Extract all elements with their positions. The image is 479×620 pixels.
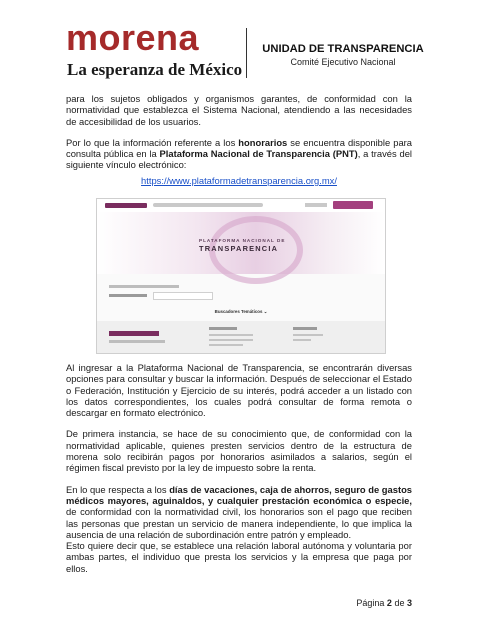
paragraph-3: Al ingresar a la Plataforma Nacional de Transparencia, se encontrarán diversas opciones para consultar y buscar la información. Después de seleccionar el Estado o Federación, Institución y Ejercicio de su interés, podrá acceder a un listado con los datos correspondientes, los cuales podrá consultar de forma remota o descargar en formato electrónico. — [66, 362, 412, 419]
pnt-filter-label — [109, 294, 147, 297]
paragraph-6: Esto quiere decir que, se establece una relación laboral autónoma y voluntaria por ambas partes, el individuo que presta los servicios y la empresa que paga por ellos. — [66, 540, 412, 574]
pnt-footer-text — [109, 340, 165, 343]
p5-text-c: de conformidad con la normatividad civil, los honorarios son el pago que reciben las personas que prestan un servicio de manera independiente, lo que implica la ausencia de una relación de subordinación entre patrón y empleado. — [66, 506, 412, 540]
pnt-nav-login-button — [333, 201, 373, 209]
letterhead — [66, 17, 426, 82]
paragraph-5 — [66, 484, 412, 540]
document-body-bottom — [66, 362, 412, 574]
pnt-contact-line — [209, 334, 253, 336]
paragraph-2 — [66, 137, 412, 171]
p5-bold-benefits: días de vacaciones, caja de ahorros, seguro de gastos médicos mayores, aguinaldos, y cualquier prestación económica o especie, — [66, 483, 413, 506]
pnt-info-line — [293, 334, 323, 336]
morena-logo — [66, 17, 243, 82]
pnt-link[interactable]: https://www.plataformadetransparencia.org.mx/ — [141, 174, 337, 186]
paragraph-1: para los sujetos obligados y organismos garantes, de conformidad con la normatividad que establezca el Sistema Nacional, atendiendo a las necesidades de accesibilidad de los usuarios. — [66, 93, 412, 127]
logo-tagline: La esperanza de México — [67, 60, 243, 79]
pnt-contact-line — [209, 344, 243, 346]
pnt-nav-register — [305, 203, 327, 207]
pnt-contact-heading — [209, 327, 237, 330]
pnt-hero-title-line1: PLATAFORMA NACIONAL DE — [199, 238, 286, 243]
pnt-search-title-text: Buscadores Temáticos — [214, 309, 263, 314]
pnt-nav-logo — [105, 203, 147, 208]
unit-block — [252, 42, 434, 68]
page-label: Página — [356, 598, 385, 608]
pnt-footer — [97, 321, 385, 353]
pnt-footer-logo — [109, 331, 159, 336]
chevron-down-icon: ⌄ — [263, 309, 268, 314]
pnt-hero-banner — [97, 212, 385, 274]
document-body-top — [66, 93, 412, 186]
pnt-contact-line — [209, 339, 253, 341]
p5-text-a: En lo que respecta a los — [66, 483, 170, 495]
pnt-filter-hint — [109, 285, 179, 288]
header-divider — [246, 28, 247, 78]
p2-text-e: , a través del siguiente vínculo electrónico: — [66, 148, 412, 171]
pnt-website-screenshot — [96, 198, 386, 354]
pnt-nav-menu — [153, 203, 263, 207]
pnt-navbar — [97, 199, 385, 213]
pnt-search-title — [97, 309, 385, 315]
pnt-filter-area — [109, 285, 375, 301]
page-current: 2 — [386, 598, 392, 608]
pnt-info-heading — [293, 327, 317, 330]
p2-text-c: se encuentra disponible para consulta pública en la — [66, 136, 412, 160]
logo-wordmark: morena — [66, 17, 200, 58]
unit-subtitle: Comité Ejecutivo Nacional — [290, 57, 396, 67]
page-number — [340, 598, 412, 608]
page-total: 3 — [406, 598, 412, 608]
page-of: de — [394, 598, 405, 608]
pnt-info-line — [293, 339, 311, 341]
unit-title: UNIDAD DE TRANSPARENCIA — [262, 43, 424, 55]
pnt-hero-title-line2: TRANSPARENCIA — [199, 244, 279, 253]
paragraph-4: De primera instancia, se hace de su conocimiento que, de conformidad con la normatividad aplicable, quienes presten servicios dentro de la estructura de morena solo recibirán pagos por honorarios asimilados a salarios, según el régimen fiscal previsto por la ley de impuesto sobre la renta. — [66, 428, 412, 474]
p2-bold-honorarios: honorarios — [238, 136, 288, 148]
p2-bold-pnt: Plataforma Nacional de Transparencia (PNT) — [159, 148, 358, 160]
link-line — [66, 175, 412, 186]
pnt-filter-select — [153, 292, 213, 300]
p2-text-a: Por lo que la información referente a los — [66, 136, 239, 148]
